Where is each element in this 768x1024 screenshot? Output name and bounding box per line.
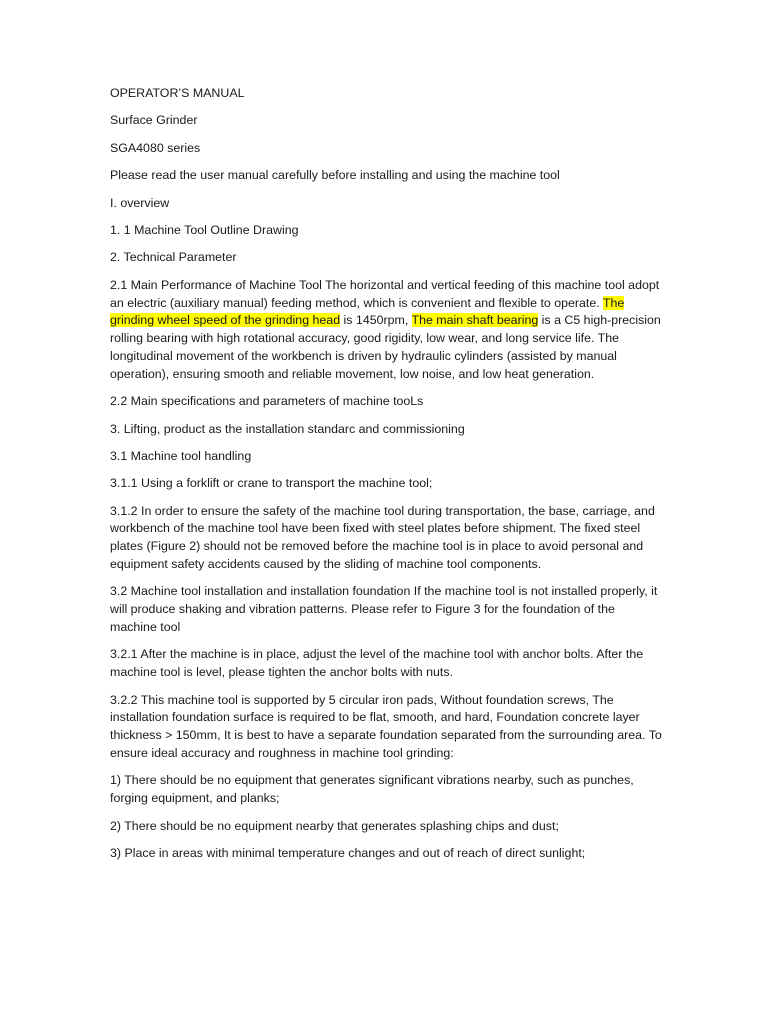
highlight-main-shaft-bearing: The main shaft bearing xyxy=(411,313,539,328)
highlight-grinding-wheel-speed: The grinding wheel speed of the grinding head xyxy=(110,295,625,328)
section-installation: 3.2 Machine tool installation and installation foundation If the machine tool is not installed properly, it will produce shaking and vibration patterns. Please refer to Figure 3 for the foundation of the machine tool xyxy=(110,584,658,635)
model-series: SGA4080 series xyxy=(110,140,201,155)
section-installation-2: 3.2.2 This machine tool is supported by 5 circular iron pads, Without foundation screws, The installation foundation surface is required to be flat, smooth, and hard, Foundation concrete layer thickness > 150mm, It is best to have a separate foundation separated from the surrounding area. To ensure ideal accuracy and roughness in machine tool grinding: xyxy=(110,692,662,761)
section-handling-2: 3.1.2 In order to ensure the safety of the machine tool during transportation, the base, carriage, and workbench of the machine tool have been fixed with steel plates before shipment. The fixed steel plates (Figure 2) should not be removed before the machine tool is in place to avoid personal and equipment safety accidents caused by the sliding of machine tool components. xyxy=(110,503,655,572)
document-title: OPERATOR’S MANUAL xyxy=(110,86,245,100)
section-handling: 3.1 Machine tool handling xyxy=(110,448,252,463)
section-overview-heading: I. overview xyxy=(110,195,170,210)
section-technical-parameter: 2. Technical Parameter xyxy=(110,250,237,265)
read-notice: Please read the user manual carefully before installing and using the machine tool xyxy=(110,168,560,183)
main-performance-text-2: is 1450rpm, xyxy=(340,313,412,328)
document-subtitle: Surface Grinder xyxy=(110,113,198,128)
section-main-performance xyxy=(110,277,662,384)
main-performance-text-3: is a C5 high-precision rolling bearing with high rotational accuracy, good rigidity, low wear, and long service life. The longitudinal movement of the workbench is driven by hydraulic cylinders (assisted by manual operation), ensuring smooth and reliable movement, low noise, and low heat generation. xyxy=(110,313,661,381)
section-main-specs: 2.2 Main specifications and parameters of machine tooLs xyxy=(110,394,424,409)
section-outline-drawing: 1. 1 Machine Tool Outline Drawing xyxy=(110,222,299,237)
section-lifting: 3. Lifting, product as the installation standarc and commissioning xyxy=(110,421,465,436)
document-body xyxy=(110,85,662,872)
section-handling-1: 3.1.1 Using a forklift or crane to transport the machine tool; xyxy=(110,476,433,491)
list-item: 1) There should be no equipment that generates significant vibrations nearby, such as punches, forging equipment, and planks; xyxy=(110,773,634,806)
main-performance-text-1: 2.1 Main Performance of Machine Tool The horizontal and vertical feeding of this machine tool adopt an electric (auxiliary manual) feeding method, which is convenient and flexible to operate. xyxy=(110,277,660,310)
list-item: 2) There should be no equipment nearby that generates splashing chips and dust; xyxy=(110,818,559,833)
list-item: 3) Place in areas with minimal temperature changes and out of reach of direct sunlight; xyxy=(110,845,586,860)
section-installation-1: 3.2.1 After the machine is in place, adjust the level of the machine tool with anchor bolts. After the machine tool is level, please tighten the anchor bolts with nuts. xyxy=(110,647,644,680)
